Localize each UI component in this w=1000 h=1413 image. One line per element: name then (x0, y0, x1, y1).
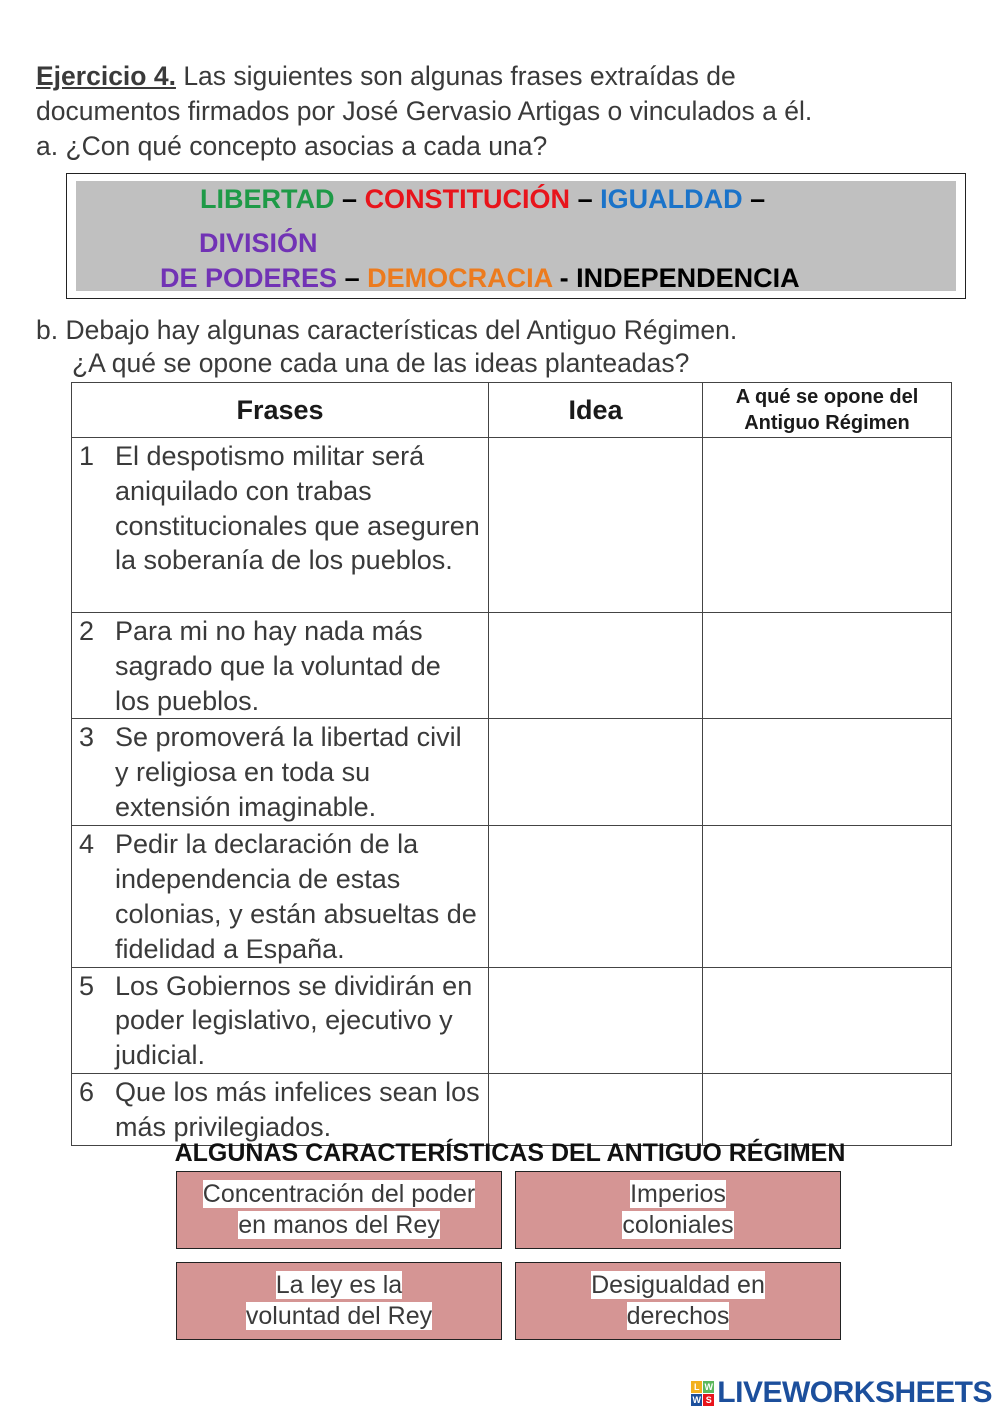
phrase-number: 5 (79, 970, 95, 1001)
question-b-line-2: ¿A qué se opone cada una de las ideas planteadas? (72, 348, 690, 378)
characteristic-card[interactable] (176, 1171, 502, 1249)
table-row (72, 826, 952, 967)
phrase-number: 2 (79, 616, 95, 646)
exercise-intro-text: Las siguientes son algunas frases extraídas de (175, 61, 736, 91)
opone-answer-cell[interactable] (703, 613, 952, 719)
table-row (72, 438, 952, 613)
concept-division-line-1: DIVISIÓN (199, 228, 318, 258)
opone-answer-cell[interactable] (703, 438, 952, 613)
characteristic-text: coloniales (622, 1211, 734, 1239)
phrase-text: El despotismo militar será aniquilado con trabas constitucionales que aseguren la soberanía de los pueblos. (115, 441, 480, 576)
concept-separator: - (559, 263, 569, 293)
phrase-cell (72, 719, 489, 826)
concept-separator: – (344, 263, 360, 293)
table-row (72, 613, 952, 719)
phrase-cell (72, 826, 489, 967)
question-a: a. ¿Con qué concepto asocias a cada una? (36, 131, 548, 161)
logo-mark-letter: W (704, 1381, 714, 1392)
logo-text: LIVEWORKSHEETS (717, 1376, 992, 1409)
idea-answer-cell[interactable] (489, 826, 703, 967)
characteristic-text: derechos (626, 1302, 730, 1330)
concept-constitucion: CONSTITUCIÓN (364, 184, 571, 214)
concept-libertad: LIBERTAD (200, 184, 335, 214)
phrases-table (71, 382, 952, 1146)
characteristic-text: La ley es la (275, 1271, 403, 1299)
concept-democracia: DEMOCRACIA (367, 263, 553, 293)
concept-division-line-2: DE PODERES (160, 263, 338, 293)
phrase-text: Se promoverá la libertad civil y religiosa en toda su extensión imaginable. (115, 722, 462, 822)
table-row (72, 1073, 952, 1145)
phrase-text: Para mi no hay nada más sagrado que la voluntad de los pueblos. (115, 616, 441, 716)
table-row (72, 967, 952, 1073)
phrase-text: Pedir la declaración de la independencia de estas colonias, y están absueltas de fidelidad a España. (115, 829, 477, 964)
characteristics-title: ALGUNAS CARACTERÍSTICAS DEL ANTIGUO RÉGIMEN (174, 1139, 846, 1167)
logo-mark-letter: W (692, 1394, 702, 1405)
phrase-text: Que los más infelices sean los más privilegiados. (115, 1076, 480, 1142)
opone-answer-cell[interactable] (703, 719, 952, 826)
characteristic-card[interactable] (515, 1262, 841, 1340)
characteristic-text: Desigualdad en (591, 1271, 765, 1299)
concept-line-1 (200, 182, 765, 216)
concept-box (66, 173, 966, 299)
phrase-number: 3 (79, 722, 95, 753)
exercise-heading: Ejercicio 4. (36, 61, 176, 91)
idea-answer-cell[interactable] (489, 438, 703, 613)
concept-separator: – (750, 184, 766, 214)
logo-mark-letter: L (691, 1381, 702, 1393)
phrase-number: 4 (79, 829, 95, 860)
concept-separator: – (342, 184, 358, 214)
opone-answer-cell[interactable] (703, 1073, 952, 1145)
header-frases: Frases (72, 383, 489, 438)
exercise-title-line (36, 59, 736, 94)
idea-answer-cell[interactable] (489, 613, 703, 719)
idea-answer-cell[interactable] (489, 967, 703, 1073)
characteristic-text: Imperios (630, 1180, 726, 1208)
concept-box-background (76, 181, 956, 291)
question-b-line-1: b. Debajo hay algunas características del Antiguo Régimen. (36, 315, 738, 345)
idea-answer-cell[interactable] (489, 1073, 703, 1145)
table-row (72, 719, 952, 826)
liveworksheets-logo[interactable] (691, 1376, 992, 1410)
liveworksheets-logo-icon (691, 1381, 714, 1406)
characteristic-text: en manos del Rey (238, 1211, 440, 1239)
characteristic-text: Concentración del poder (202, 1180, 476, 1208)
phrase-number: 6 (79, 1076, 95, 1107)
phrase-text: Los Gobiernos se dividirán en poder legislativo, ejecutivo y judicial. (115, 970, 473, 1071)
phrase-cell (72, 438, 489, 613)
characteristic-card[interactable] (515, 1171, 841, 1249)
opone-answer-cell[interactable] (703, 826, 952, 967)
concept-line-3 (160, 261, 800, 295)
concept-igualdad: IGUALDAD (600, 184, 743, 214)
phrase-cell (72, 1073, 489, 1145)
characteristic-card[interactable] (176, 1262, 502, 1340)
concept-separator: – (577, 184, 593, 214)
header-opone: A qué se opone del Antiguo Régimen (703, 383, 952, 438)
opone-answer-cell[interactable] (703, 967, 952, 1073)
phrase-cell (72, 613, 489, 719)
characteristic-text: voluntad del Rey (245, 1302, 433, 1330)
phrase-cell (72, 967, 489, 1073)
phrase-number: 1 (79, 441, 95, 471)
table-header-row (72, 383, 952, 438)
idea-answer-cell[interactable] (489, 719, 703, 826)
exercise-intro-line-2: documentos firmados por José Gervasio Artigas o vinculados a él. (36, 96, 813, 126)
header-idea: Idea (489, 383, 703, 438)
logo-mark-letter: S (703, 1394, 714, 1406)
concept-independencia: INDEPENDENCIA (576, 263, 800, 293)
